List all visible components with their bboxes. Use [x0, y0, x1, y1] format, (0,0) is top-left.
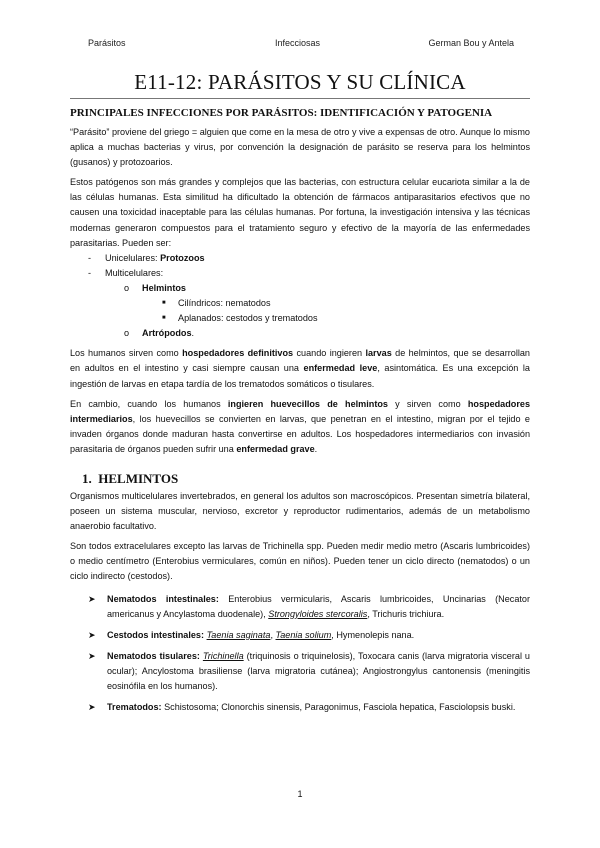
section-subtitle: PRINCIPALES INFECCIONES POR PARÁSITOS: IDENTIFICACIÓN Y PATOGENIA — [70, 107, 493, 119]
text-run: En cambio, cuando los humanos — [70, 398, 228, 409]
species-name: Taenia saginata — [206, 629, 271, 640]
text-run: , los huevecillos se convierten en larvas, que penetran en el intestino, migran por el tejido e invaden órganos donde maduran hasta convertirse en adultos. Los hospedadores intermediarios con invasión parasitaria de órganos pueden sufrir una — [70, 413, 530, 454]
helminth-groups-list — [70, 592, 530, 716]
bold-term: hospedadores intermediarios — [70, 398, 530, 424]
list-item-aplanados: ■ Aplanados: cestodos y trematodos — [70, 311, 530, 326]
main-content — [70, 105, 530, 721]
section-heading-helmintos: 1. HELMINTOS — [82, 470, 179, 486]
page-title: E11-12: PARÁSITOS Y SU CLÍNICA — [134, 70, 466, 94]
title-underline — [70, 98, 530, 99]
text-run: , — [270, 629, 276, 640]
list-item-helmintos: o Helmintos — [70, 281, 530, 296]
intro-paragraph-2: Estos patógenos son más grandes y complejos que las bacterias, con estructura celular eucariota similar a la de las células humanas. Esta similitud ha dificultado la obtención de fármacos antiparasitarios efectivos que no causen una toxicidad inaceptable para las células humanas. Por fortuna, la investigación intensiva y las técnicas modernas generaron compuestos para el tratamiento seguro y efectivo de la mayoría de las enfermedades parasitarias. Pueden ser: — [70, 177, 530, 248]
group-label: Nematodos intestinales: — [107, 593, 219, 604]
page-number: 1 — [297, 789, 303, 799]
bold-term: ingieren huevecillos de helmintos — [227, 398, 388, 409]
helmintos-paragraph-1: Organismos multicelulares invertebrados, en general los adultos son macroscópicos. Presentan simetría bilateral, poseen un sistema muscular, nervioso, excretor y reproductor rudimentarios, además de un metabolismo anaerobio facultativo. — [70, 490, 530, 532]
header-left: Parásitos — [88, 38, 126, 48]
text-run: cuando ingieren — [293, 348, 366, 359]
species-name: Taenia solium — [275, 629, 332, 640]
text-run: de helmintos, que se desarrollan en adultos en el intestino y casi siempre causan una — [70, 348, 530, 374]
text-run: Schistosoma; Clonorchis sinensis, Paragonimus, Fasciola hepatica, Fasciolopsis buski. — [161, 702, 516, 713]
list-item-cilindricos: ■ Cilíndricos: nematodos — [70, 296, 530, 311]
arrow-bullet-icon: ➤ — [88, 593, 96, 604]
list-item-multicelulares: - Multicelulares: — [70, 266, 530, 281]
group-label: Nematodos tisulares: — [107, 650, 200, 661]
list-item-artropodos: o Artrópodos. — [70, 326, 530, 341]
text-run: , Trichuris trichiura. — [367, 608, 445, 619]
list-item — [70, 592, 530, 622]
list-item-unicelulares: - Unicelulares: Protozoos — [70, 251, 530, 266]
list-item — [70, 649, 530, 694]
text-run: , Hymenolepis nana. — [331, 629, 415, 640]
hosts-definitive-paragraph — [70, 346, 530, 391]
list-item — [70, 700, 530, 715]
text-run: Enterobius vermicularis, Ascaris lumbricoides, Uncinarias (Necator americanus y Ancylastoma duodenale), — [107, 593, 530, 619]
arrow-bullet-icon: ➤ — [88, 650, 96, 661]
list-item — [70, 628, 530, 643]
group-label: Cestodos intestinales: — [107, 629, 205, 640]
species-name: Trichinella — [202, 650, 244, 661]
helmintos-paragraph-2: Son todos extracelulares excepto las larvas de Trichinella spp. Pueden medir medio metro (Ascaris lumbricoides) o medio centímetro (Enterobius vermiculares, común en niños). Pueden tener un ciclo directo (nematodos) o un ciclo indirecto (cestodos). — [70, 541, 530, 582]
header-center: Infecciosas — [275, 38, 321, 48]
circle-bullet: o — [124, 282, 130, 293]
square-bullet: ■ — [162, 300, 166, 307]
header-right: German Bou y Antela — [428, 38, 514, 48]
square-bullet: ■ — [162, 315, 166, 322]
text-run: Los humanos sirven como — [70, 348, 183, 359]
classification-list — [70, 251, 530, 342]
dash-bullet: - — [88, 252, 92, 263]
hosts-intermediate-paragraph — [70, 397, 530, 457]
species-name: Strongyloides stercoralis — [268, 608, 368, 619]
intro-paragraph-1: “Parásito” proviene del griego = alguien que come en la mesa de otro y vive a expensas de otro. Aunque lo mismo aplica a muchas bacterias y virus, por convención la designación de parásito se reserva para los helmintos (gusanos) y protozoarios. — [70, 127, 530, 168]
text-run: y sirven como — [387, 398, 468, 409]
bold-term: larvas — [365, 348, 392, 359]
text-run: (triquinosis o triquinelosis), Toxocara canis (larva migratoria visceral u ocular); Ancylostoma brasiliense (larva migratoria cutánea); Angiostrongylus cantonensis (meningitis eosinófila en los humanos). — [107, 650, 530, 691]
bold-term: hospedadores definitivos — [182, 348, 294, 359]
bold-term: enfermedad grave — [236, 443, 315, 454]
group-label: Trematodos: — [107, 702, 162, 713]
dash-bullet: - — [88, 267, 92, 278]
text-run: , asintomática. Es una excepción la ingestión de larvas en etapa tardía de los trematodos somáticos o tisulares. — [70, 363, 530, 389]
bold-term: enfermedad leve — [303, 363, 378, 374]
arrow-bullet-icon: ➤ — [88, 629, 96, 640]
circle-bullet: o — [124, 328, 130, 339]
arrow-bullet-icon: ➤ — [88, 702, 96, 713]
text-run: . — [314, 443, 318, 454]
